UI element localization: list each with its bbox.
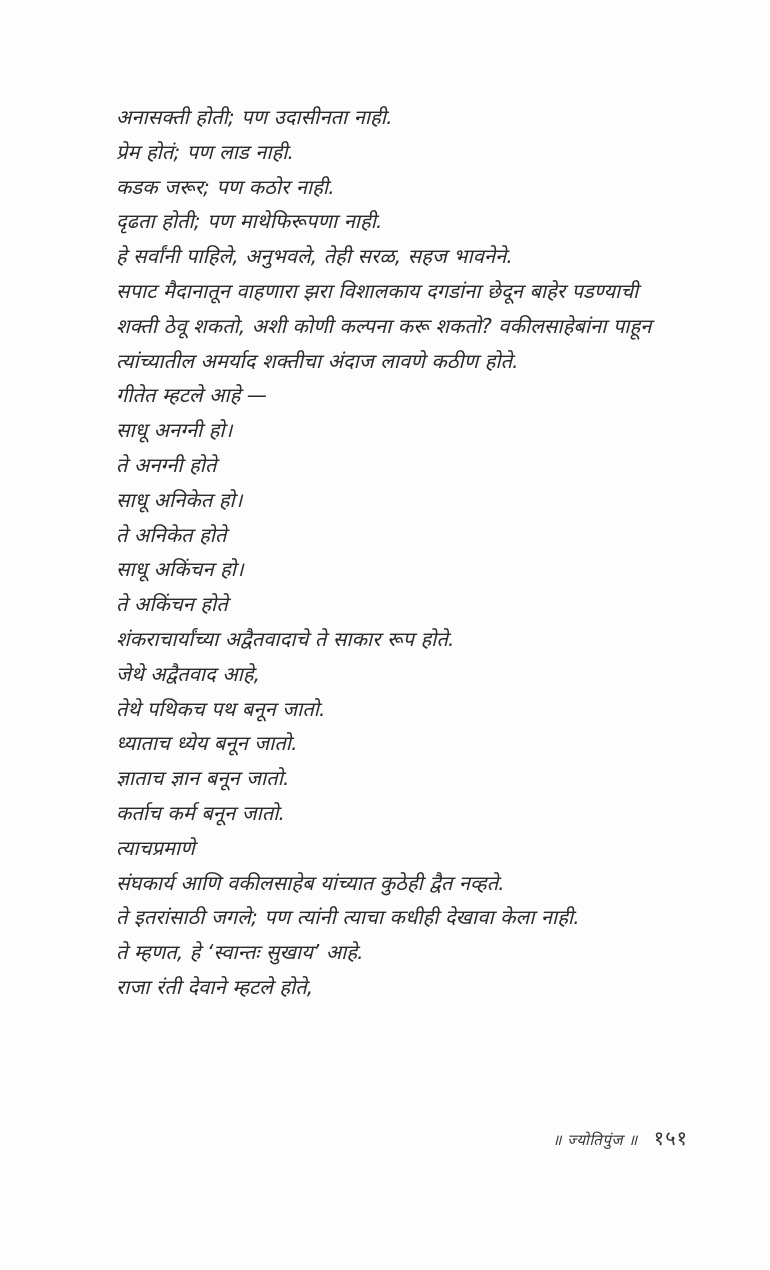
text-line: कडक जरूर; पण कठोर नाही. (116, 174, 335, 199)
text-line: संघकार्य आणि वकीलसाहेब यांच्यात कुठेही द्वैत नव्हते. (116, 870, 505, 895)
text-line: गीतेत म्हटले आहे — (116, 383, 267, 408)
page-footer (552, 1124, 688, 1154)
text-line: राजा रंती देवाने म्हटले होते, (116, 974, 314, 999)
text-line: ध्याताच ध्येय बनून जातो. (116, 731, 298, 756)
text-line: सपाट मैदानातून वाहणारा झरा विशालकाय दगडांना छेदून बाहेर पडण्याची (116, 278, 639, 303)
text-line: ते अनिकेत होते (116, 522, 227, 547)
text-line: ते अनग्नी होते (116, 452, 217, 477)
page-number: १५१ (653, 1126, 688, 1150)
text-line: जेथे अद्वैतवाद आहे, (116, 661, 261, 686)
text-line: हे सर्वांनी पाहिले, अनुभवले, तेही सरळ, सहज भावनेने. (116, 244, 513, 269)
text-line: त्यांच्यातील अमर्याद शक्तीचा अंदाज लावणे कठीण होते. (116, 348, 519, 373)
text-line: ते म्हणत, हे ‘स्वान्तः सुखाय’ आहे. (116, 940, 364, 965)
text-line: शक्ती ठेवू शकतो, अशी कोणी कल्पना करू शकतो? वकीलसाहेबांना पाहून (116, 313, 652, 338)
text-line: साधू अकिंचन हो। (116, 557, 244, 582)
text-line: कर्ताच कर्म बनून जातो. (116, 800, 286, 825)
text-line: ज्ञाताच ज्ञान बनून जातो. (116, 766, 290, 791)
text-line: प्रेम होतं; पण लाड नाही. (116, 139, 295, 164)
book-title-ornament: ॥ ज्योतिपुंज ॥ (552, 1131, 638, 1149)
text-line: ते अकिंचन होते (116, 592, 228, 617)
text-line: साधू अनग्नी हो। (116, 418, 233, 443)
text-line: त्याचप्रमाणे (116, 835, 195, 860)
text-line: दृढता होती; पण माथेफिरूपणा नाही. (116, 209, 383, 234)
text-line: तेथे पथिकच पथ बनून जातो. (116, 696, 326, 721)
text-line: शंकराचार्यांच्या अद्वैतवादाचे ते साकार रूप होते. (116, 626, 455, 651)
text-line: ते इतरांसाठी जगले; पण त्यांनी त्याचा कधीही देखावा केला नाही. (116, 905, 580, 930)
text-line: अनासक्ती होती; पण उदासीनता नाही. (116, 105, 393, 129)
text-line: साधू अनिकेत हो। (116, 487, 243, 512)
body-text (116, 100, 726, 1005)
